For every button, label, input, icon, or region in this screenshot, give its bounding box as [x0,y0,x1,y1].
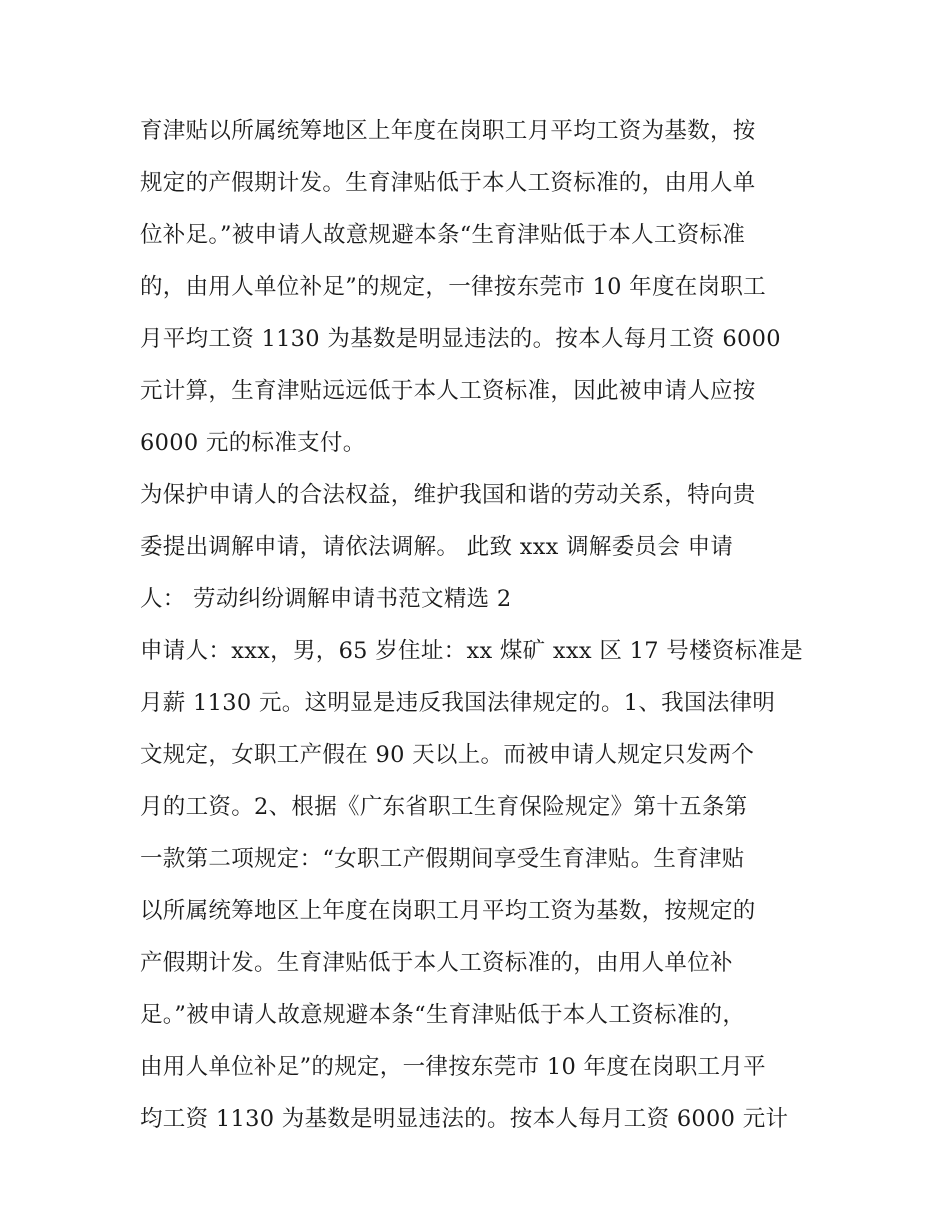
text-line: 足。”被申请人故意规避本条“生育津贴低于本人工资标准的， [140,1002,746,1028]
text-line: 的，由用人单位补足”的规定，一律按东莞市 10 年度在岗职工 [140,274,766,300]
text-line: 由用人单位补足”的规定，一律按东莞市 10 年度在岗职工月平 [140,1054,766,1080]
document-body-text [140,105,820,1145]
text-line: 6000 元的标准支付。 [140,430,366,456]
text-line: 育津贴以所属统筹地区上年度在岗职工月平均工资为基数，按 [140,118,756,144]
text-line: 产假期计发。生育津贴低于本人工资标准的，由用人单位补 [140,950,733,976]
text-line: 规定的产假期计发。生育津贴低于本人工资标准的，由用人单 [140,170,756,196]
text-line: 申请人：xxx，男，65 岁住址：xx 煤矿 xxx 区 17 号楼资标准是 [140,638,804,664]
text-line: 人： 劳动纠纷调解申请书范文精选 2 [140,586,512,612]
text-line: 月的工资。2、根据《广东省职工生育保险规定》第十五条第 [140,794,748,820]
text-line: 位补足。”被申请人故意规避本条“生育津贴低于本人工资标准 [140,222,746,248]
text-line: 为保护申请人的合法权益，维护我国和谐的劳动关系，特向贵 [140,482,756,508]
text-line: 均工资 1130 为基数是明显违法的。按本人每月工资 6000 元计 [140,1106,789,1132]
text-line: 月薪 1130 元。这明显是违反我国法律规定的。1、我国法律明 [140,690,776,716]
text-line: 文规定，女职工产假在 90 天以上。而被申请人规定只发两个 [140,742,755,768]
text-line: 以所属统筹地区上年度在岗职工月平均工资为基数，按规定的 [140,898,756,924]
text-line: 元计算，生育津贴远远低于本人工资标准，因此被申请人应按 [140,378,756,404]
text-line: 月平均工资 1130 为基数是明显违法的。按本人每月工资 6000 [140,326,781,352]
text-line: 委提出调解申请，请依法调解。 此致 xxx 调解委员会 申请 [140,534,734,560]
text-line: 一款第二项规定：“女职工产假期间享受生育津贴。生育津贴 [140,846,745,872]
